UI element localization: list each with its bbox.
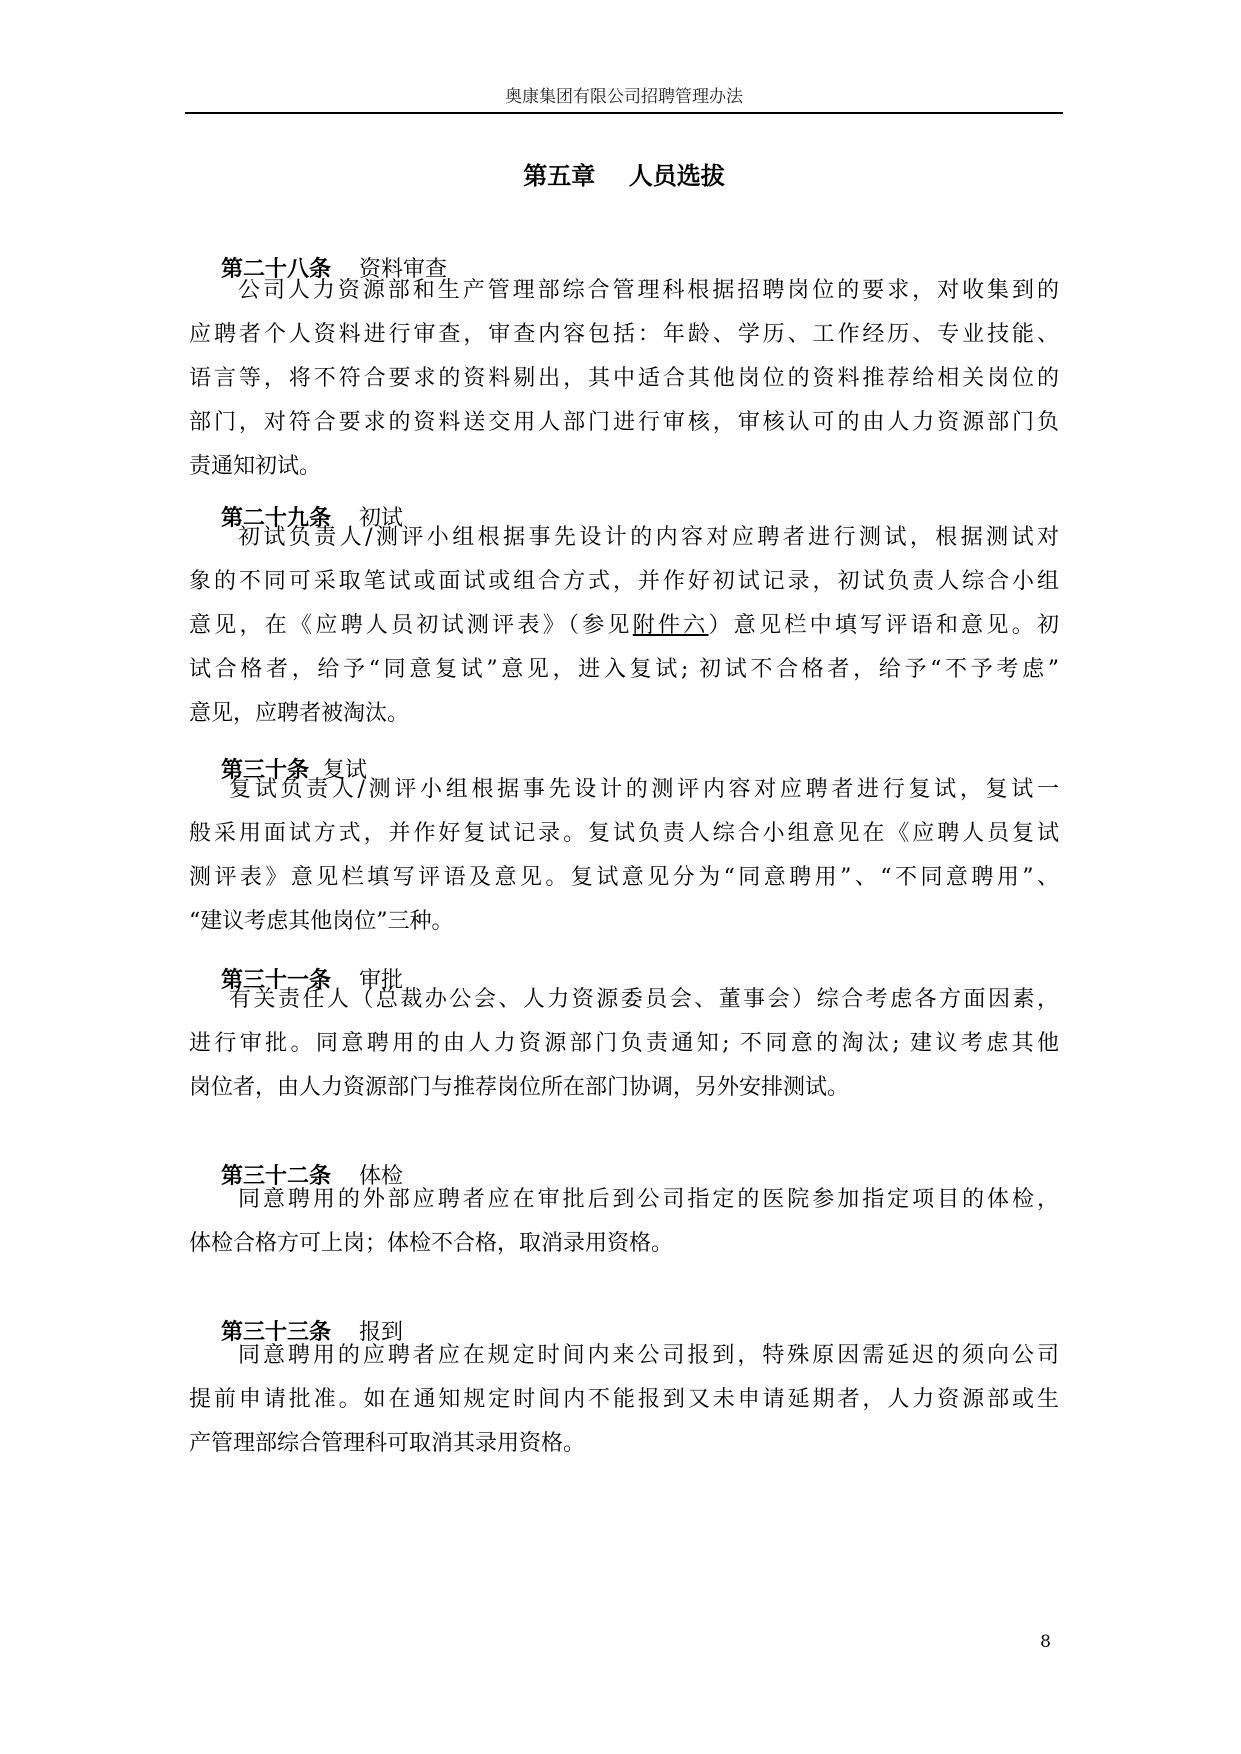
body-line: 意见，应聘者被淘汰。: [189, 701, 410, 726]
body-line: 体检合格方可上岗；体检不合格，取消录用资格。: [189, 1231, 674, 1256]
article-number: 第三十三条: [221, 1319, 332, 1345]
body-line: 进行审批。同意聘用的由人力资源部门负责通知; 不同意的淘汰; 建议考虑其他: [189, 1031, 1059, 1056]
appendix-six-link[interactable]: 附件六: [632, 613, 709, 638]
article-number: 第二十九条: [221, 505, 332, 531]
body-line: 测评表》意见栏填写评语及意见。复试意见分为“同意聘用”、“不同意聘用”、: [189, 865, 1059, 890]
article-name: 资料审查: [359, 257, 448, 282]
body-line: 产管理部综合管理科可取消其录用资格。: [189, 1431, 586, 1456]
body-line: 象的不同可采取笔试或面试或组合方式，并作好初试记录，初试负责人综合小组: [189, 569, 1059, 594]
article-name: 审批: [359, 968, 404, 993]
article-name: 报到: [359, 1320, 404, 1345]
article-body-30: [189, 768, 1059, 944]
body-text: 意见，在《应聘人员初试测评表》（参见: [189, 613, 633, 638]
body-line: “建议考虑其他岗位”三种。: [189, 909, 454, 934]
article-name: 体检: [359, 1164, 404, 1189]
body-line: 初试负责人/测评小组根据事先设计的内容对应聘者进行测试，根据测试对: [238, 525, 1059, 550]
body-line: 公司人力资源部和生产管理部综合管理科根据招聘岗位的要求，对收集到的: [238, 278, 1059, 303]
body-line: 岗位者，由人力资源部门与推荐岗位所在部门协调，另外安排测试。: [189, 1075, 850, 1100]
body-line: 责通知初试。: [189, 454, 322, 479]
article-body-31: [189, 978, 1059, 1110]
body-line: 复试负责人/测评小组根据事先设计的测评内容对应聘者进行复试，复试一: [229, 777, 1059, 802]
body-line: 提前申请批准。如在通知规定时间内不能报到又未申请延期者，人力资源部或生: [189, 1387, 1059, 1412]
body-line: 语言等，将不符合要求的资料剔出，其中适合其他岗位的资料推荐给相关岗位的: [189, 366, 1059, 391]
page-header-title: 奥康集团有限公司招聘管理办法: [505, 87, 743, 107]
article-number: 第二十八条: [221, 256, 332, 282]
body-line: 试合格者，给予“同意复试”意见，进入复试; 初试不合格者，给予“不予考虑”: [189, 657, 1059, 682]
article-name: 复试: [323, 758, 368, 783]
article-name: 初试: [359, 506, 404, 531]
body-line: 同意聘用的应聘者应在规定时间内来公司报到，特殊原因需延迟的须向公司: [238, 1343, 1059, 1368]
article-number: 第三十一条: [221, 967, 332, 993]
article-body-28: [189, 269, 1059, 489]
body-text: ）意见栏中填写评语和意见。初: [708, 613, 1059, 638]
article-number: 第三十二条: [221, 1163, 332, 1189]
body-line: 同意聘用的外部应聘者应在审批后到公司指定的医院参加指定项目的体检，: [238, 1187, 1059, 1212]
article-body-29: [189, 516, 1059, 736]
body-line: [189, 604, 1059, 648]
body-line: 部门，对符合要求的资料送交用人部门进行审核，审核认可的由人力资源部门负: [189, 410, 1059, 435]
chapter-title: 第五章 人员选拔: [523, 161, 725, 190]
body-line: 般采用面试方式，并作好复试记录。复试负责人综合小组意见在《应聘人员复试: [189, 821, 1059, 846]
body-line: 有关责任人（总裁办公会、人力资源委员会、董事会）综合考虑各方面因素，: [229, 987, 1059, 1012]
body-line: 应聘者个人资料进行审查，审查内容包括：年龄、学历、工作经历、专业技能、: [189, 322, 1059, 347]
article-number: 第三十条: [221, 757, 310, 783]
article-body-32: [189, 1178, 1059, 1266]
page-number: 8: [1040, 1632, 1051, 1652]
header-divider: [185, 112, 1063, 114]
article-body-33: [189, 1334, 1059, 1466]
